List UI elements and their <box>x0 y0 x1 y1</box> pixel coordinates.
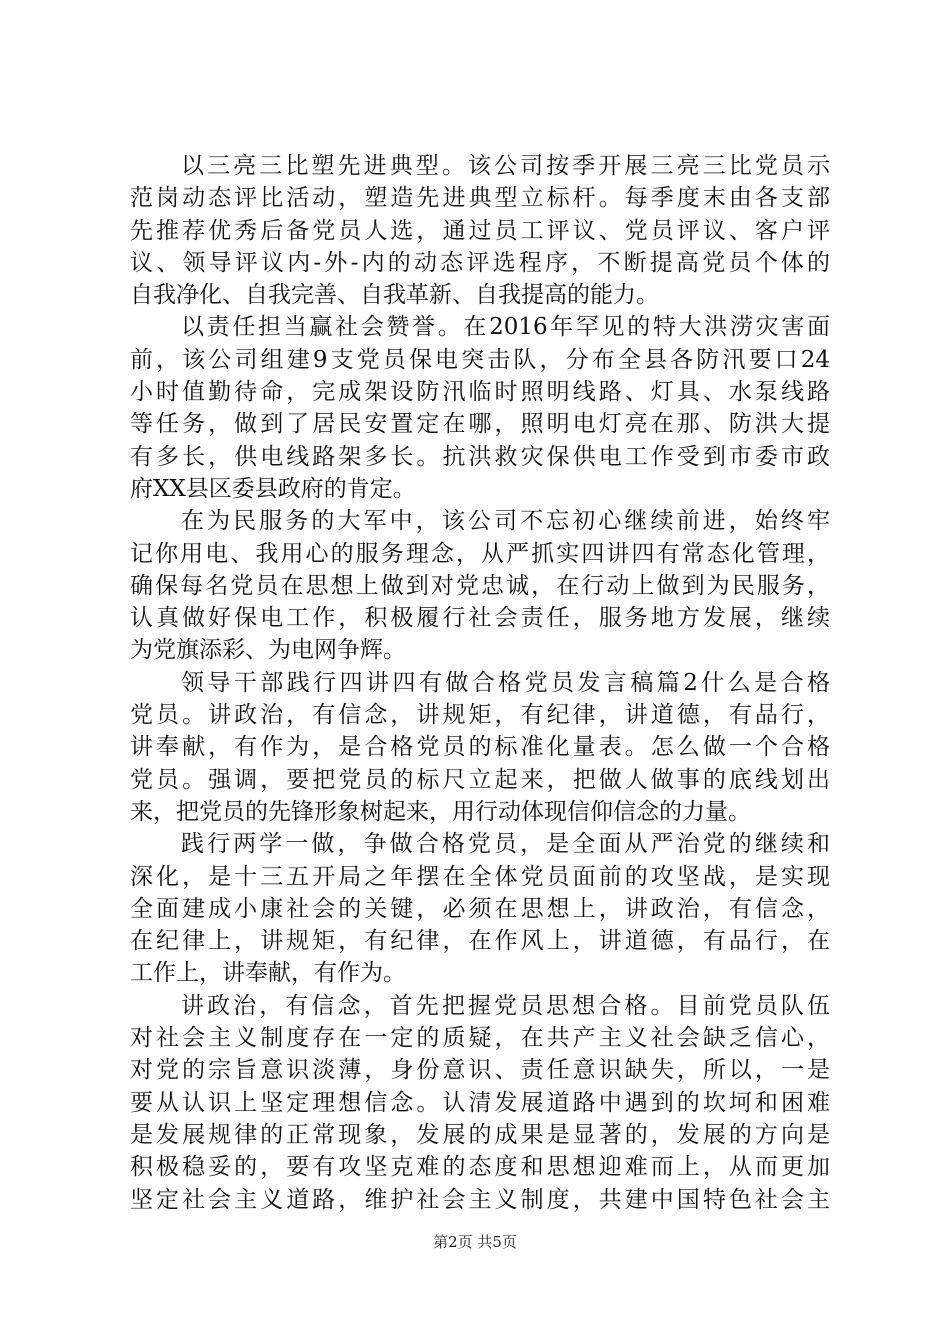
paragraph-line: 范岗动态评比活动，塑造先进典型立标杆。每季度末由各支部 <box>130 185 830 212</box>
paragraph-line: 深化，是十三五开局之年摆在全体党员面前的攻坚战，是实现 <box>130 863 830 890</box>
paragraph-line: 对党的宗旨意识淡薄，身份意识、责任意识缺失，所以，一是 <box>130 1057 830 1084</box>
paragraph-line: 工作上，讲奉献，有作为。 <box>130 960 406 987</box>
paragraph-line: 议、领导评议内-外-内的动态评选程序，不断提高党员个体的 <box>130 249 830 276</box>
paragraph-first-line: 在为民服务的大军中，该公司不忘初心继续前进，始终牢 <box>181 508 830 535</box>
paragraph-line: 要从认识上坚定理想信念。认清发展道路中遇到的坎坷和困难 <box>130 1089 830 1116</box>
paragraph-line: 对社会主义制度存在一定的质疑，在共产主义社会缺乏信心， <box>130 1025 830 1052</box>
paragraph-line: 有多长，供电线路架多长。抗洪救灾保供电工作受到市委市政 <box>130 443 830 470</box>
paragraph-line: 讲奉献，有作为，是合格党员的标准化量表。怎么做一个合格 <box>130 734 830 761</box>
paragraph-first-line: 领导干部践行四讲四有做合格党员发言稿篇2什么是合格 <box>181 669 830 696</box>
paragraph-line: 小时值勤待命，完成架设防汛临时照明线路、灯具、水泵线路 <box>130 379 830 406</box>
page-footer: 第2页 共5页 <box>433 1233 517 1251</box>
paragraph-line: 党员。强调，要把党员的标尺立起来，把做人做事的底线划出 <box>130 766 830 793</box>
paragraph-line: 确保每名党员在思想上做到对党忠诚，在行动上做到为民服务， <box>130 572 830 599</box>
paragraph-line: 先推荐优秀后备党员人选，通过员工评议、党员评议、客户评 <box>130 217 830 244</box>
paragraph-line: 党员。讲政治，有信念，讲规矩，有纪律，讲道德，有品行， <box>130 702 830 729</box>
paragraph-line: 全面建成小康社会的关键，必须在思想上，讲政治，有信念， <box>130 895 830 922</box>
paragraph-first-line: 以责任担当赢社会赞誉。在2016年罕见的特大洪涝灾害面 <box>181 314 830 341</box>
paragraph-first-line: 讲政治，有信念，首先把握党员思想合格。目前党员队伍 <box>181 992 830 1019</box>
paragraph-line: 等任务，做到了居民安置定在哪，照明电灯亮在那、防洪大提 <box>130 411 830 438</box>
paragraph-line: 在纪律上，讲规矩，有纪律，在作风上，讲道德，有品行，在 <box>130 928 830 955</box>
paragraph-line: 府XX县区委县政府的肯定。 <box>130 475 416 502</box>
paragraph-line: 是发展规律的正常现象，发展的成果是显著的，发展的方向是 <box>130 1121 830 1148</box>
paragraph-line: 坚定社会主义道路，维护社会主义制度，共建中国特色社会主 <box>130 1186 830 1213</box>
paragraph-line: 前，该公司组建9支党员保电突击队，分布全县各防汛要口24 <box>130 346 830 373</box>
paragraph-line: 积极稳妥的，要有攻坚克难的态度和思想迎难而上，从而更加 <box>130 1154 830 1181</box>
paragraph-line: 记你用电、我用心的服务理念，从严抓实四讲四有常态化管理， <box>130 540 830 567</box>
paragraph-line: 为党旗添彩、为电网争辉。 <box>130 637 406 664</box>
document-body <box>130 150 830 1216</box>
paragraph-first-line: 践行两学一做，争做合格党员，是全面从严治党的继续和 <box>181 831 830 858</box>
paragraph-first-line: 以三亮三比塑先进典型。该公司按季开展三亮三比党员示 <box>181 153 830 179</box>
paragraph-line: 认真做好保电工作，积极履行社会责任，服务地方发展，继续 <box>130 605 830 632</box>
paragraph-line: 来，把党员的先锋形象树起来，用行动体现信仰信念的力量。 <box>130 798 751 825</box>
paragraph-line: 自我净化、自我完善、自我革新、自我提高的能力。 <box>130 282 659 309</box>
